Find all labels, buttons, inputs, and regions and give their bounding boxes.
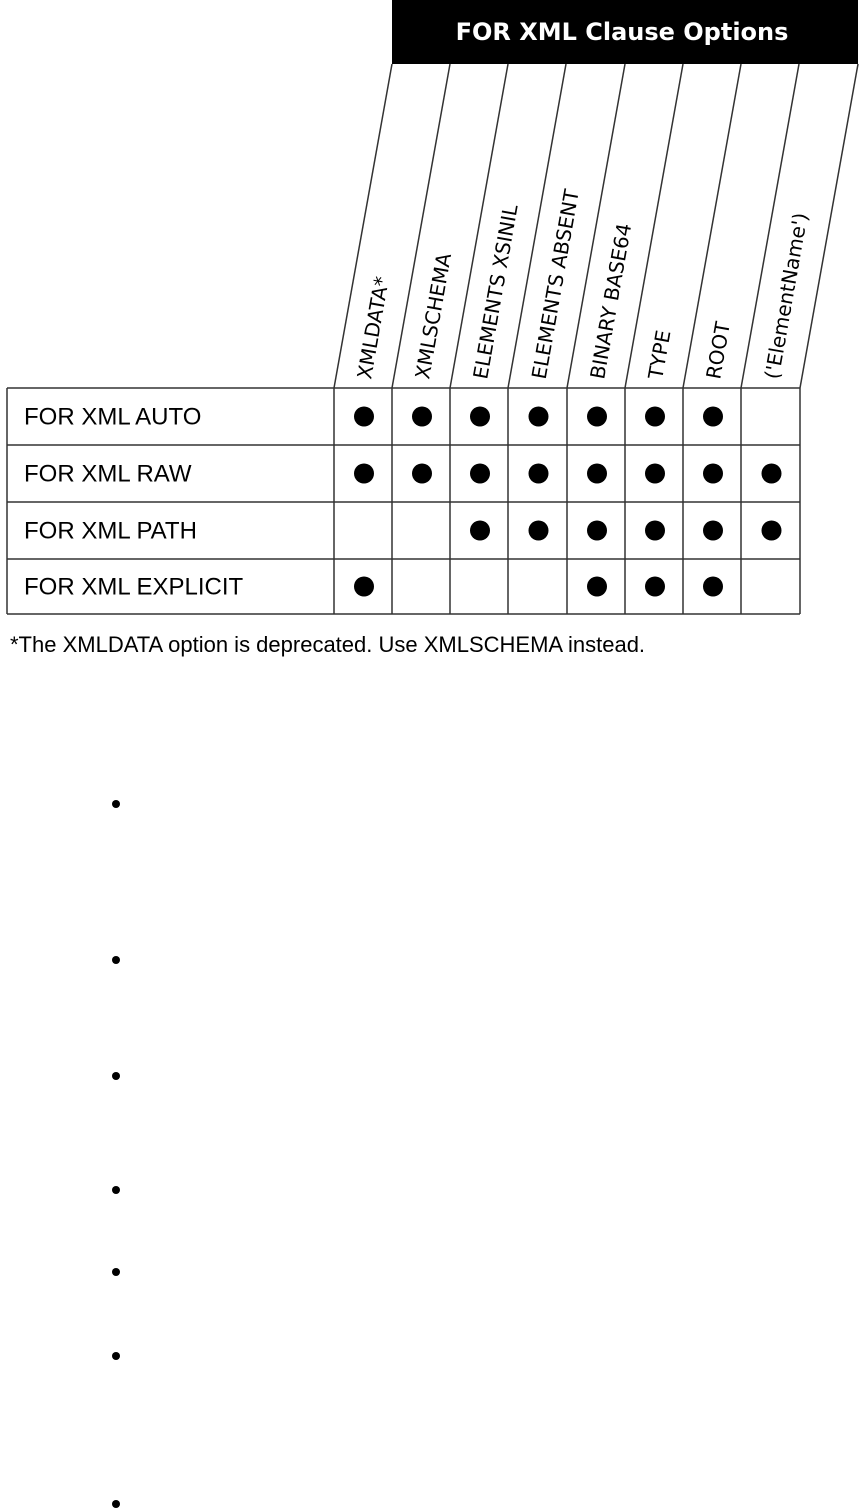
mark-dot-0-xmlschema [412,407,432,427]
mark-dot-0-elements_absent [529,407,549,427]
mark-dot-2-type [645,521,665,541]
mark-dot-1-root [703,464,723,484]
column-header-element_name: ('ElementName') [759,210,813,381]
column-header-binary_base64: BINARY BASE64 [585,221,637,381]
bullet-dot-icon [112,956,120,964]
column-header-type: TYPE [643,328,676,381]
mark-dot-1-type [645,464,665,484]
bullet-dot-icon [112,1186,120,1194]
mark-dot-3-xmldata [354,577,374,597]
row-header-1: FOR XML RAW [24,460,192,488]
mark-dot-0-elements_xsinil [470,407,490,427]
bullet-dot-icon [112,1500,120,1508]
mark-dot-2-element_name [762,521,782,541]
mark-dot-3-root [703,577,723,597]
mark-dot-0-type [645,407,665,427]
mark-dot-3-binary_base64 [587,577,607,597]
row-header-2: FOR XML PATH [24,517,197,545]
mark-dot-0-root [703,407,723,427]
column-header-xmldata: XMLDATA* [352,274,394,381]
mark-dot-2-elements_absent [529,521,549,541]
mark-dot-1-elements_absent [529,464,549,484]
mark-dot-1-element_name [762,464,782,484]
footnote: *The XMLDATA option is deprecated. Use XMLSCHEMA instead. [10,632,646,657]
column-header-elements_xsinil: ELEMENTS XSINIL [468,202,523,381]
mark-dot-2-root [703,521,723,541]
row-header-0: FOR XML AUTO [24,403,202,431]
mark-dot-0-xmldata [354,407,374,427]
mark-dot-2-binary_base64 [587,521,607,541]
row-header-3: FOR XML EXPLICIT [24,573,244,601]
column-header-xmlschema: XMLSCHEMA [410,251,457,381]
mark-dot-0-binary_base64 [587,407,607,427]
bullet-dot-icon [112,800,120,808]
header-banner [392,0,858,64]
mark-dot-1-xmlschema [412,464,432,484]
column-headers [352,187,812,382]
column-header-elements_absent: ELEMENTS ABSENT [526,187,584,381]
bullet-dot-icon [112,1352,120,1360]
mark-dot-1-elements_xsinil [470,464,490,484]
mark-dot-3-type [645,577,665,597]
mark-dot-1-xmldata [354,464,374,484]
column-header-root: ROOT [701,319,735,381]
for-xml-options-matrix [0,0,864,625]
mark-dot-2-elements_xsinil [470,521,490,541]
bullet-dot-icon [112,1268,120,1276]
bullet-dot-icon [112,1072,120,1080]
mark-dot-1-binary_base64 [587,464,607,484]
header-title: FOR XML Clause Options [455,18,789,46]
